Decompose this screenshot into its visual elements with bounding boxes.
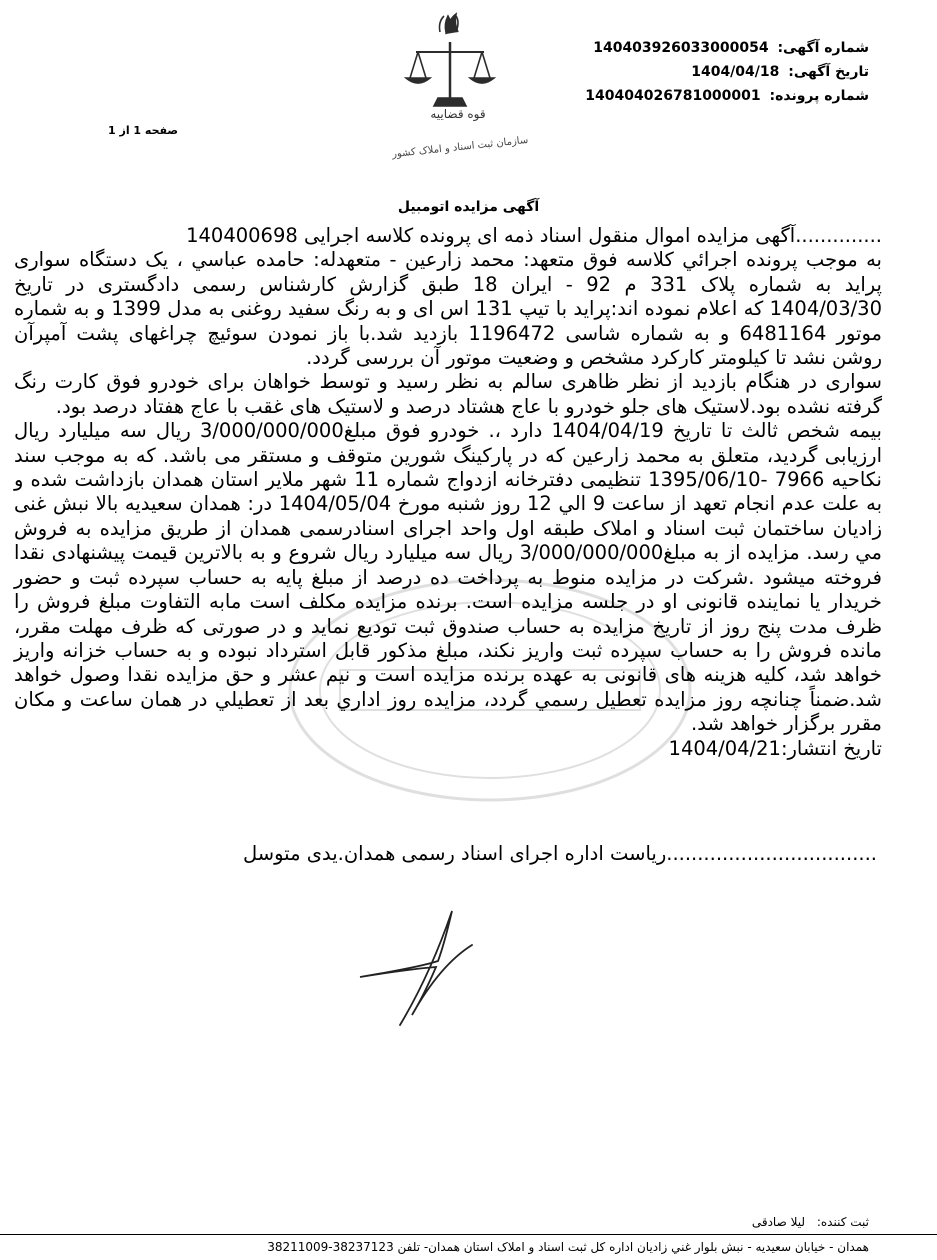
body-paragraph-4: بیمه شخص ثالث تا تاریخ 1404/04/19 دارد ،. خودرو فوق مبلغ3/000/000/000 ریال سه میلیارد ریال ارزیابی گردید، متعلق به محمد زارعین که در پارکینگ شورین متوقف و مستقر می باشد. که به موجب سند نکاحیه 7966 -1395/06/10 تنظیمی دفترخانه ازدواج شماره 11 شهر ملایر استان همدان بازداشت شده و به علت عدم انجام تعهد از ساعت 9 الي 12 روز شنبه مورخ 1404/05/04 در: همدان سعیدیه بالا نبش غنی زادیان ساختمان ثبت اسناد و املاک طبقه اول واحد اجرای اسنادرسمی همدان از طريق مزايده به فروش مي رسد. مزایده از به مبلغ3/000/000/000 ریال سه میلیارد ریال شروع و به بالاترین قیمت پیشنهادی نقدا فروخته میشود .شرکت در مزایده منوط به پرداخت ده درصد از مبلغ پایه به حساب سپرده ثبت و حضور خریدار یا نماینده قانونی او در جلسه مزایده است. برنده مزایده مکلف است مابه التفاوت مبلغ فروش را ظرف مدت پنج روز از تاریخ مزایده به حساب صندوق ثبت تودیع نماید و در صورتی که ظرف مهلت مقرر، مانده فروش را به حساب سپرده ثبت واریز نکند، مبلغ مذکور قابل استرداد نبوده و به حساب خزانه واریز خواهد شد، کلیه هزینه های قانونی به عهده برنده مزایده است و نیم عشر و حق مزایده نقدا وصول خواهد شد.ضمناً چنانچه روز مزايده تعطيل رسمي گردد، مزايده روز اداري بعد از تعطيلي در همان ساعت و مكان مقرر برگزار خواهد شد. (14, 419, 883, 736)
body-paragraph-2: به موجب پرونده اجرائي كلاسه فوق متعهد: محمد زارعين - متعهدله: حامده عباسي ، یک دستگاه سواری پراید به شماره پلاک 331 م 92 - ایران 18 طبق گزارش کارشناس رسمی دادگستری در تاریخ 1404/03/30 که اعلام نموده اند:پراید با تیپ 131 اس ای و به رنگ سفید روغنی به مدل 1399 و به شماره موتور 6481164 و به شماره شاسی 1196472 بازدید شد.با باز نمودن سوئیچ چراغهای پشت آمپرآن روشن نشد تا کیلومتر کارکرد مشخص و وضعیت موتور آن بررسی گردد. (14, 248, 882, 370)
page-indicator: صفحه 1 از 1 (108, 124, 179, 137)
logo-subtext: سازمان ثبت اسناد و املاک کشور (391, 134, 529, 161)
body-paragraph-3: سواری در هنگام بازدید از نظر ظاهری سالم به نظر رسید و توسط خواهان برای خودرو فوق کارت رنگ گرفته نشده بود.لاستیک های جلو خودرو با عاج هشتاد درصد و لاستیک های غقب با عاج هفتاد درصد بود. (14, 370, 882, 418)
judiciary-logo (388, 6, 538, 162)
ad-number-line (593, 40, 869, 56)
registrar-label: ثبت کننده: (816, 1215, 869, 1229)
case-number-label: شماره پرونده: (769, 88, 869, 104)
footer-address: همدان - خیابان سعیدیه - نبش بلوار غني زاديان اداره کل ثبت اسناد و املاک استان همدان- تلفن 38237123-38211009 (267, 1240, 869, 1254)
body-line-1: ..............آگهی مزایده اموال منقول اسناد ذمه ای پرونده کلاسه اجرایی 140400698 (186, 224, 882, 247)
notice-body (14, 224, 882, 761)
ad-date-line (691, 64, 869, 80)
handwritten-signature (340, 905, 490, 1035)
registrar-line (752, 1215, 869, 1229)
signature-icon (340, 905, 490, 1035)
page-title: آگهی مزایده اتومبیل (397, 199, 540, 215)
ad-date-label: تاریخ آگهی: (788, 64, 869, 80)
judiciary-scales-emblem-icon (388, 6, 538, 162)
case-number-line (585, 88, 869, 104)
ad-number-label: شماره آگهی: (777, 40, 869, 56)
closing-signature-line: ..................................ریاست اداره اجرای اسناد رسمی همدان.یدی متوسل (243, 842, 877, 865)
registrar-name: لیلا صادقی (751, 1215, 806, 1229)
ad-date-value: 1404/04/18 (691, 64, 780, 80)
logo-text: قوه قضاییه (430, 107, 486, 121)
ad-number-value: 140403926033000054 (593, 40, 769, 56)
publish-date: تاریخ انتشار:1404/04/21 (668, 736, 882, 760)
case-number-value: 140404026781000001 (585, 88, 761, 104)
footer-divider (0, 1234, 937, 1235)
